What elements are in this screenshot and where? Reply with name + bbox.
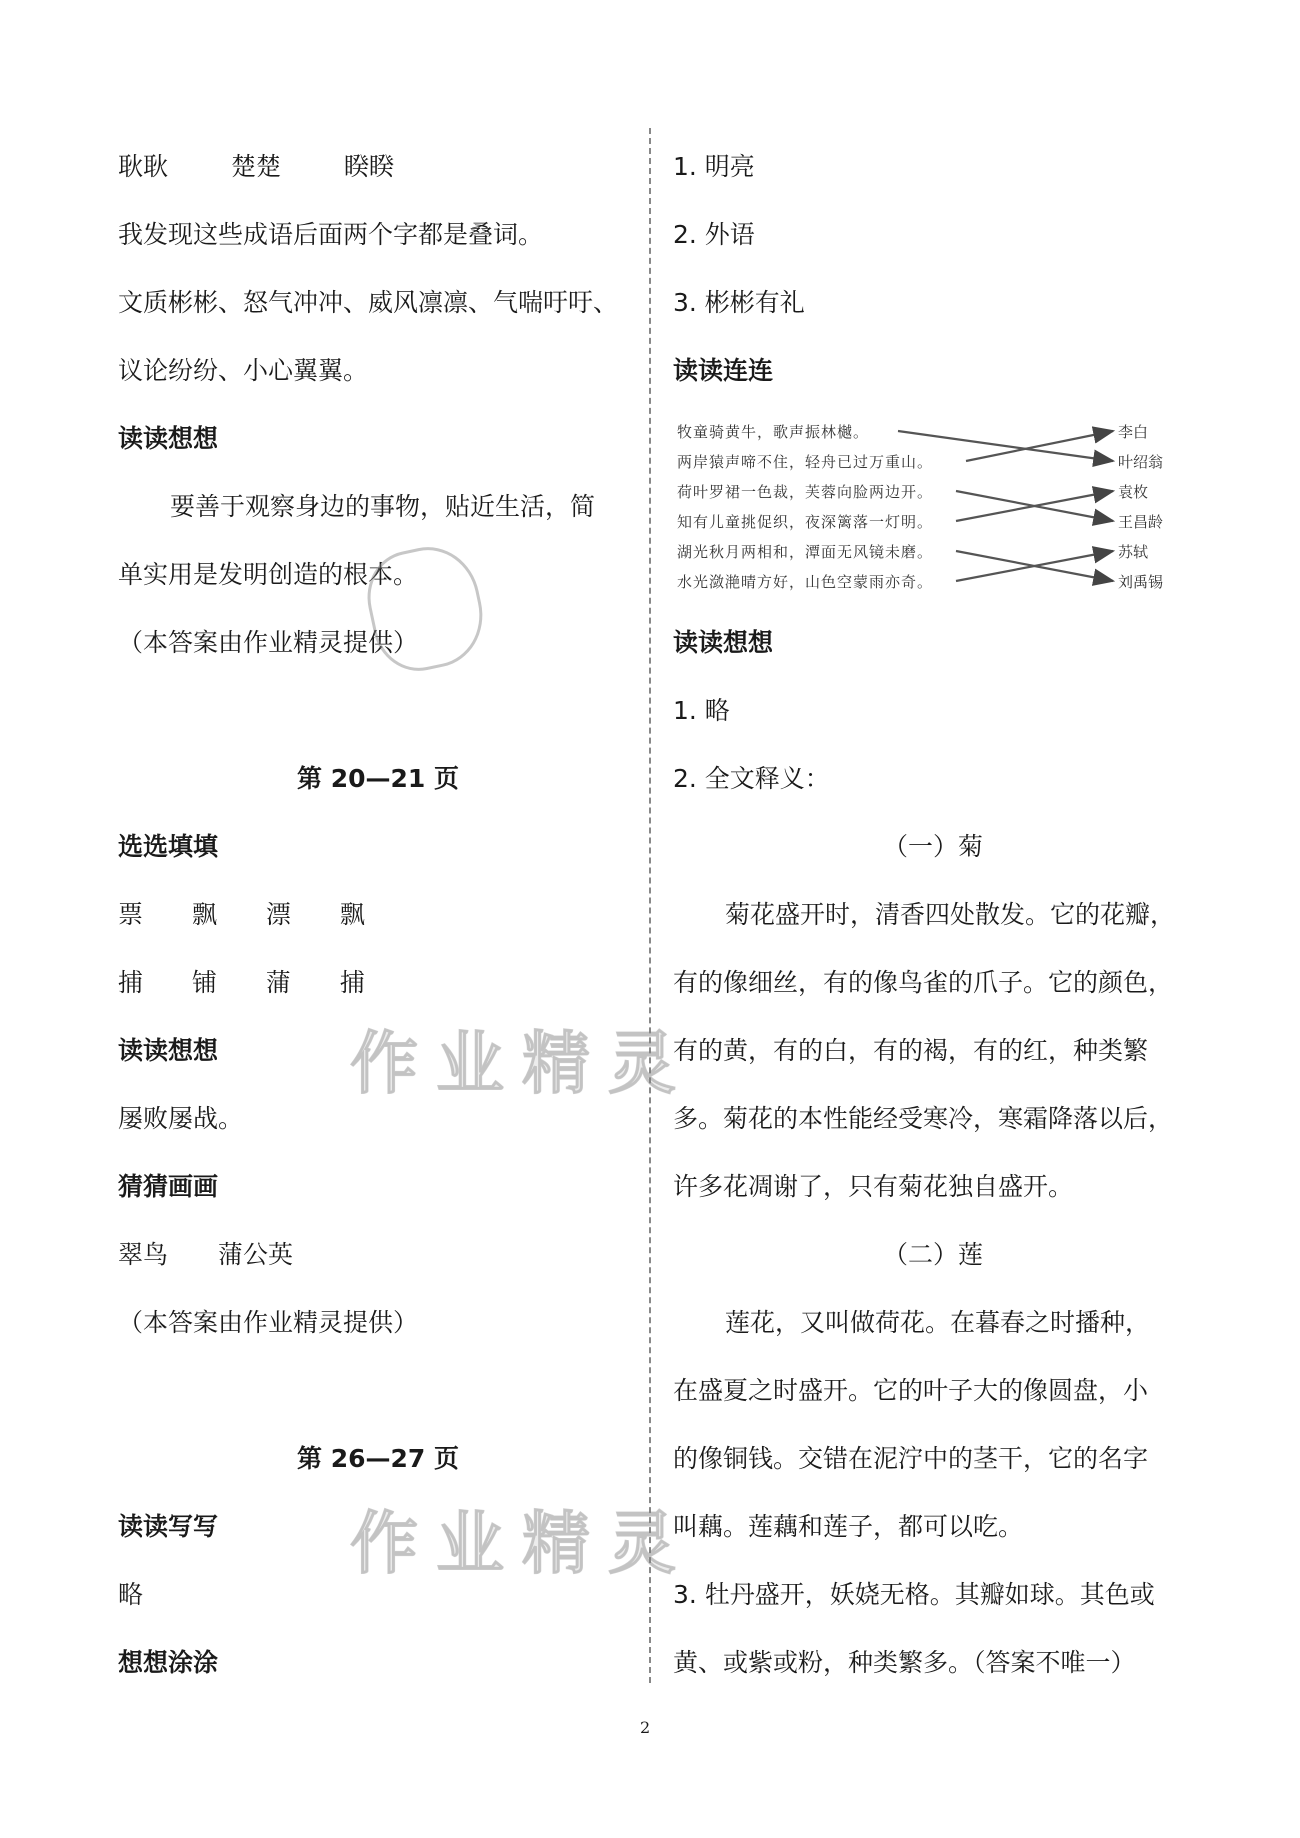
paragraph: 文质彬彬、怒气冲冲、威风凛凛、气喘吁吁、 xyxy=(118,288,619,317)
paragraph: 叫藕。莲藕和莲子，都可以吃。 xyxy=(673,1512,1024,1541)
fill-row xyxy=(118,966,365,1000)
match-line xyxy=(966,431,1113,461)
matching-lines xyxy=(673,415,1193,605)
page-number: 2 xyxy=(640,1718,651,1737)
answer-item: 3. 彬彬有礼 xyxy=(673,288,805,317)
char: 捕 xyxy=(118,968,144,997)
section-heading: 想想涂涂 xyxy=(118,1648,219,1677)
poet-name: 苏轼 xyxy=(1118,543,1149,561)
paragraph: 有的黄，有的白，有的褐，有的红，种类繁 xyxy=(673,1036,1149,1065)
char: 漂 xyxy=(265,900,291,929)
paragraph: 在盛夏之时盛开。它的叶子大的像圆盘，小 xyxy=(673,1376,1149,1405)
guess-answers xyxy=(118,1238,293,1272)
word: 睽睽 xyxy=(343,152,394,181)
subheading: （二）莲 xyxy=(882,1240,983,1269)
answer: 翠鸟 xyxy=(118,1240,169,1269)
poem-matching-figure xyxy=(673,415,1193,605)
section-heading: 读读写写 xyxy=(118,1512,219,1541)
char: 捕 xyxy=(339,968,365,997)
paragraph: 议论纷纷、小心翼翼。 xyxy=(118,356,369,385)
answer-item: 1. 略 xyxy=(673,696,730,725)
answer-item: 2. 全文释义： xyxy=(673,764,830,793)
subheading: （一）菊 xyxy=(882,832,983,861)
match-line xyxy=(898,431,1113,461)
paragraph: 菊花盛开时，清香四处散发。它的花瓣， xyxy=(725,900,1176,929)
poet-name: 王昌龄 xyxy=(1118,513,1164,531)
poet-name: 袁枚 xyxy=(1118,483,1149,501)
section-heading: 读读想想 xyxy=(118,1036,219,1065)
answer: 蒲公英 xyxy=(217,1240,293,1269)
paragraph: 多。菊花的本性能经受寒冷，寒霜降落以后， xyxy=(673,1104,1174,1133)
section-heading: 读读连连 xyxy=(673,356,774,385)
column-divider xyxy=(649,128,651,1683)
answer-item: 2. 外语 xyxy=(673,220,755,249)
poet-name: 李白 xyxy=(1118,423,1149,441)
poet-name: 刘禹锡 xyxy=(1118,573,1164,591)
paragraph: 要善于观察身边的事物，贴近生活，简 xyxy=(170,492,596,521)
paragraph: 我发现这些成语后面两个字都是叠词。 xyxy=(118,220,544,249)
char: 蒲 xyxy=(265,968,291,997)
char: 飘 xyxy=(191,900,217,929)
paragraph: 莲花，又叫做荷花。在暮春之时播种， xyxy=(725,1308,1151,1337)
section-heading: 选选填填 xyxy=(118,832,219,861)
word: 耿耿 xyxy=(118,152,169,181)
credit-note: （本答案由作业精灵提供） xyxy=(118,628,419,657)
poem-line: 知有儿童挑促织，夜深篱落一灯明。 xyxy=(677,513,934,531)
page-section-title: 第 26—27 页 xyxy=(297,1444,459,1473)
paragraph: 许多花凋谢了，只有菊花独自盛开。 xyxy=(673,1172,1074,1201)
poem-line: 水光潋滟晴方好，山色空蒙雨亦奇。 xyxy=(677,573,934,591)
paragraph: 有的像细丝，有的像鸟雀的爪子。它的颜色， xyxy=(673,968,1174,997)
paragraph: 单实用是发明创造的根本。 xyxy=(118,560,419,589)
poem-line: 牧童骑黄牛，歌声振林樾。 xyxy=(677,423,870,441)
poem-line: 湖光秋月两相和，潭面无风镜未磨。 xyxy=(677,543,934,561)
page-section-title: 第 20—21 页 xyxy=(297,764,459,793)
poem-line: 荷叶罗裙一色裁，芙蓉向脸两边开。 xyxy=(677,483,934,501)
fill-row xyxy=(118,898,365,932)
idiom-words-row xyxy=(118,150,394,184)
char: 铺 xyxy=(191,968,217,997)
poet-name: 叶绍翁 xyxy=(1118,453,1164,471)
paragraph: 屡败屡战。 xyxy=(118,1104,244,1133)
section-heading: 读读想想 xyxy=(673,628,774,657)
section-heading: 读读想想 xyxy=(118,424,219,453)
answer-item: 1. 明亮 xyxy=(673,152,755,181)
paragraph: 的像铜钱。交错在泥泞中的茎干，它的名字 xyxy=(673,1444,1149,1473)
char: 飘 xyxy=(339,900,365,929)
credit-note: （本答案由作业精灵提供） xyxy=(118,1308,419,1337)
paragraph: 略 xyxy=(118,1580,144,1609)
watermark: 作业精灵 xyxy=(350,1025,695,1104)
paragraph: 3. 牡丹盛开，妖娆无格。其瓣如球。其色或 xyxy=(673,1580,1155,1609)
word: 楚楚 xyxy=(230,152,281,181)
watermark: 作业精灵 xyxy=(350,1505,695,1584)
char: 票 xyxy=(118,900,144,929)
poem-line: 两岸猿声啼不住，轻舟已过万重山。 xyxy=(677,453,934,471)
paragraph: 黄、或紫或粉，种类繁多。（答案不唯一） xyxy=(673,1648,1136,1677)
section-heading: 猜猜画画 xyxy=(118,1172,219,1201)
